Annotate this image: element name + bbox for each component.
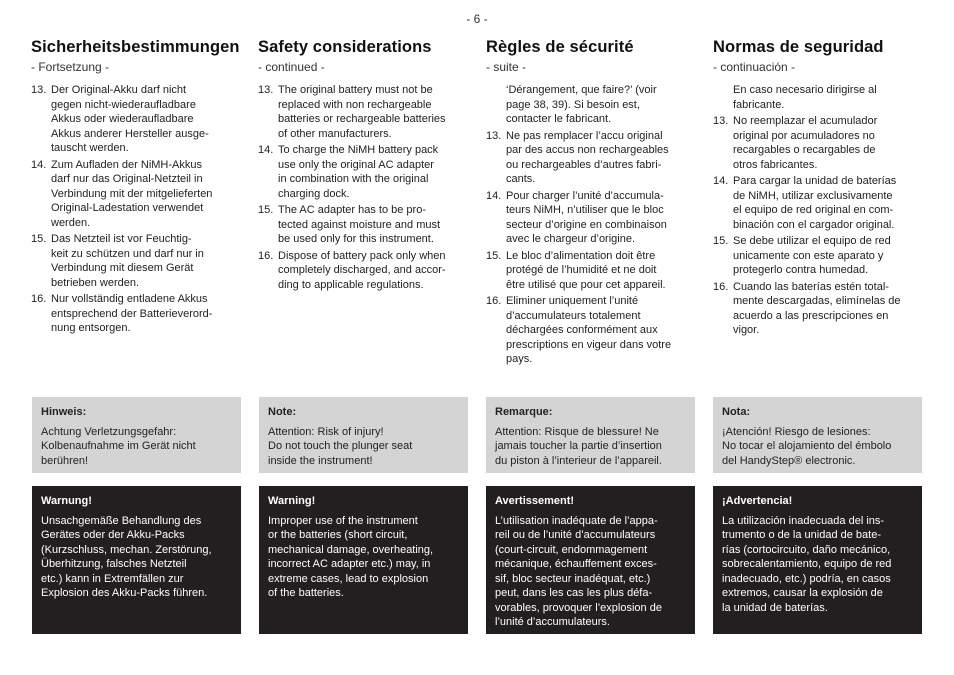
item-number: 13. bbox=[486, 129, 502, 142]
list-item bbox=[486, 83, 696, 127]
item-number: 14. bbox=[486, 189, 502, 202]
item-text: Para cargar la unidad de baterías de NiMH, utilizar exclusivamente el equipo de red original en com- binación con el cargador original. bbox=[733, 175, 897, 231]
item-number: 14. bbox=[258, 144, 274, 156]
list-item bbox=[486, 249, 696, 293]
section-subtitle: - Fortsetzung - bbox=[31, 60, 110, 74]
item-number: 15. bbox=[31, 233, 47, 245]
section-title: Normas de seguridad bbox=[713, 38, 884, 56]
item-number: 15. bbox=[713, 235, 729, 247]
item-text: Ne pas remplacer l’accu original par des accus non rechargeables ou rechargeables d’autres fabri- cants. bbox=[506, 129, 669, 185]
section-title: Sicherheitsbestimmungen bbox=[31, 38, 240, 56]
list-item bbox=[258, 203, 468, 247]
list-item bbox=[486, 294, 696, 367]
item-text: Der Original-Akku darf nicht gegen nicht-wiederaufladbare Akkus oder wiederaufladbare Akkus anderer Hersteller ausge- tauscht werden. bbox=[51, 84, 209, 154]
note-text: Achtung Verletzungsgefahr: Kolbenaufnahme im Gerät nicht berühren! bbox=[41, 425, 196, 467]
list-item bbox=[31, 232, 241, 290]
note-box bbox=[713, 397, 922, 473]
item-text: Dispose of battery pack only when completely discharged, and accor- ding to applicable regulations. bbox=[278, 249, 446, 291]
list-item bbox=[258, 83, 468, 141]
item-number bbox=[486, 83, 506, 127]
note-heading: Hinweis: bbox=[41, 406, 87, 418]
list-item bbox=[258, 143, 468, 201]
note-text: Attention: Risk of injury! Do not touch the plunger seat inside the instrument! bbox=[268, 425, 413, 467]
safety-list bbox=[713, 83, 923, 338]
list-item bbox=[486, 129, 696, 187]
column-spanish bbox=[713, 38, 923, 340]
item-text: Se debe utilizar el equipo de red unicamente con este aparato y protegerlo contra humedad. bbox=[733, 235, 891, 276]
column-german bbox=[31, 38, 241, 338]
item-number: 14. bbox=[31, 158, 47, 171]
warning-box bbox=[32, 486, 241, 634]
item-text: The original battery must not be replaced with non rechargeable batteries or rechargeable batteries of other manufacturers. bbox=[278, 84, 446, 140]
item-text: ‘Dérangement, que faire?’ (voir page 38, 39). Si besoin est, contacter le fabricant. bbox=[506, 84, 657, 125]
note-heading: Remarque: bbox=[495, 406, 553, 418]
section-title: Safety considerations bbox=[258, 38, 432, 56]
item-text: Le bloc d’alimentation doit être protégé de l’humidité et ne doit être utilisé que pour cet appareil. bbox=[506, 249, 666, 291]
warning-heading: Warnung! bbox=[41, 495, 92, 507]
safety-list bbox=[31, 83, 241, 336]
item-number: 16. bbox=[258, 249, 274, 262]
item-text: Zum Aufladen der NiMH-Akkus darf nur das Original-Netzteil in Verbindung mit der mitgelieferten Original-Ladestation verwendet werden. bbox=[51, 158, 213, 229]
note-text: Attention: Risque de blessure! Ne jamais toucher la partie d’insertion du piston à l’interieur de l’appareil. bbox=[495, 425, 662, 467]
list-item bbox=[713, 114, 923, 172]
item-text: To charge the NiMH battery pack use only the original AC adapter in combination with the original charging dock. bbox=[278, 144, 439, 200]
list-item bbox=[713, 174, 923, 232]
column-english bbox=[258, 38, 468, 294]
item-text: Eliminer uniquement l’unité d’accumulateurs totalement déchargées conformément aux prescriptions en vigeur dans votre pays. bbox=[506, 295, 672, 365]
note-box bbox=[32, 397, 241, 473]
page-number: - 6 - bbox=[466, 12, 488, 26]
item-text: En caso necesario dirigirse al fabricante. bbox=[733, 84, 877, 111]
list-item bbox=[713, 234, 923, 278]
list-item bbox=[713, 83, 923, 112]
item-text: No reemplazar el acumulador original por acumuladores no recargables o recargables de otros fabricantes. bbox=[733, 115, 878, 171]
item-text: The AC adapter has to be pro- tected against moisture and must be used only for this instrument. bbox=[278, 204, 441, 245]
warning-text: La utilización inadecuada del ins- trumento o de la unidad de bate- rías (cortocircuito, daño mecánico, sobrecalentamiento, equipo de red inadecuado, etc.) podría, en casos extremos, causar la explosión de la unidad de baterías. bbox=[722, 514, 892, 614]
list-item bbox=[31, 158, 241, 231]
item-number: 15. bbox=[486, 249, 502, 262]
list-item bbox=[258, 249, 468, 293]
warning-box bbox=[486, 486, 695, 634]
section-subtitle: - continuación - bbox=[713, 60, 796, 74]
section-subtitle: - suite - bbox=[486, 60, 527, 74]
safety-list bbox=[258, 83, 468, 292]
warning-text: Unsachgemäße Behandlung des Gerätes oder der Akku-Packs (Kurzschluss, mechan. Zerstörung, Überhitzung, falsches Netzteil etc.) kann in Extremfällen zur Explosion des Akku-Packs führen. bbox=[41, 514, 212, 599]
item-number: 13. bbox=[31, 84, 47, 96]
note-heading: Note: bbox=[268, 406, 297, 418]
list-item bbox=[486, 189, 696, 247]
warning-box bbox=[713, 486, 922, 634]
warning-heading: Warning! bbox=[268, 495, 316, 507]
item-number: 13. bbox=[713, 115, 729, 127]
item-number: 14. bbox=[713, 175, 729, 187]
item-text: Nur vollständig entladene Akkus entsprechend der Batterieverord- nung entsorgen. bbox=[51, 293, 213, 334]
warning-heading: ¡Advertencia! bbox=[722, 495, 793, 507]
item-number: 16. bbox=[713, 280, 729, 293]
note-text: ¡Atención! Riesgo de lesiones: No tocar el alojamiento del émbolo del HandyStep® electronic. bbox=[722, 425, 892, 467]
item-number bbox=[713, 83, 733, 112]
warning-heading: Avertissement! bbox=[495, 495, 575, 507]
item-number: 13. bbox=[258, 84, 274, 96]
section-title: Règles de sécurité bbox=[486, 38, 634, 56]
warning-text: Improper use of the instrument or the batteries (short circuit, mechanical damage, overheating, incorrect AC adapter etc.) may, in extreme cases, lead to explosion of the batteries. bbox=[268, 514, 434, 599]
column-french bbox=[486, 38, 696, 369]
note-box bbox=[486, 397, 695, 473]
note-heading: Nota: bbox=[722, 406, 751, 418]
list-item bbox=[31, 83, 241, 156]
warning-box bbox=[259, 486, 468, 634]
safety-list bbox=[486, 83, 696, 367]
list-item bbox=[31, 292, 241, 336]
item-text: Cuando las baterías estén total- mente descargadas, elimínelas de acuerdo a las prescripciones en vigor. bbox=[733, 280, 901, 336]
section-subtitle: - continued - bbox=[258, 60, 325, 74]
warning-text: L’utilisation inadéquate de l’appa- reil ou de l’unité d’accumulateurs (court-circuit, endommagement mécanique, échauffement exces- sif, bloc secteur inadéquat, etc.) peut, dans les cas les plus défa- vorables, provoquer l’explosion de l’unité d’accumulateurs. bbox=[495, 514, 662, 628]
item-number: 16. bbox=[31, 293, 47, 305]
note-box bbox=[259, 397, 468, 473]
item-number: 15. bbox=[258, 204, 274, 216]
item-text: Das Netzteil ist vor Feuchtig- keit zu schützen und darf nur in Verbindung mit diesem Gerät betrieben werden. bbox=[51, 233, 204, 289]
item-number: 16. bbox=[486, 295, 502, 307]
list-item bbox=[713, 280, 923, 338]
item-text: Pour charger l’unité d’accumula- teurs NiMH, n’utiliser que le bloc secteur d’origine en combinaison avec le chargeur d’origine. bbox=[506, 189, 667, 245]
